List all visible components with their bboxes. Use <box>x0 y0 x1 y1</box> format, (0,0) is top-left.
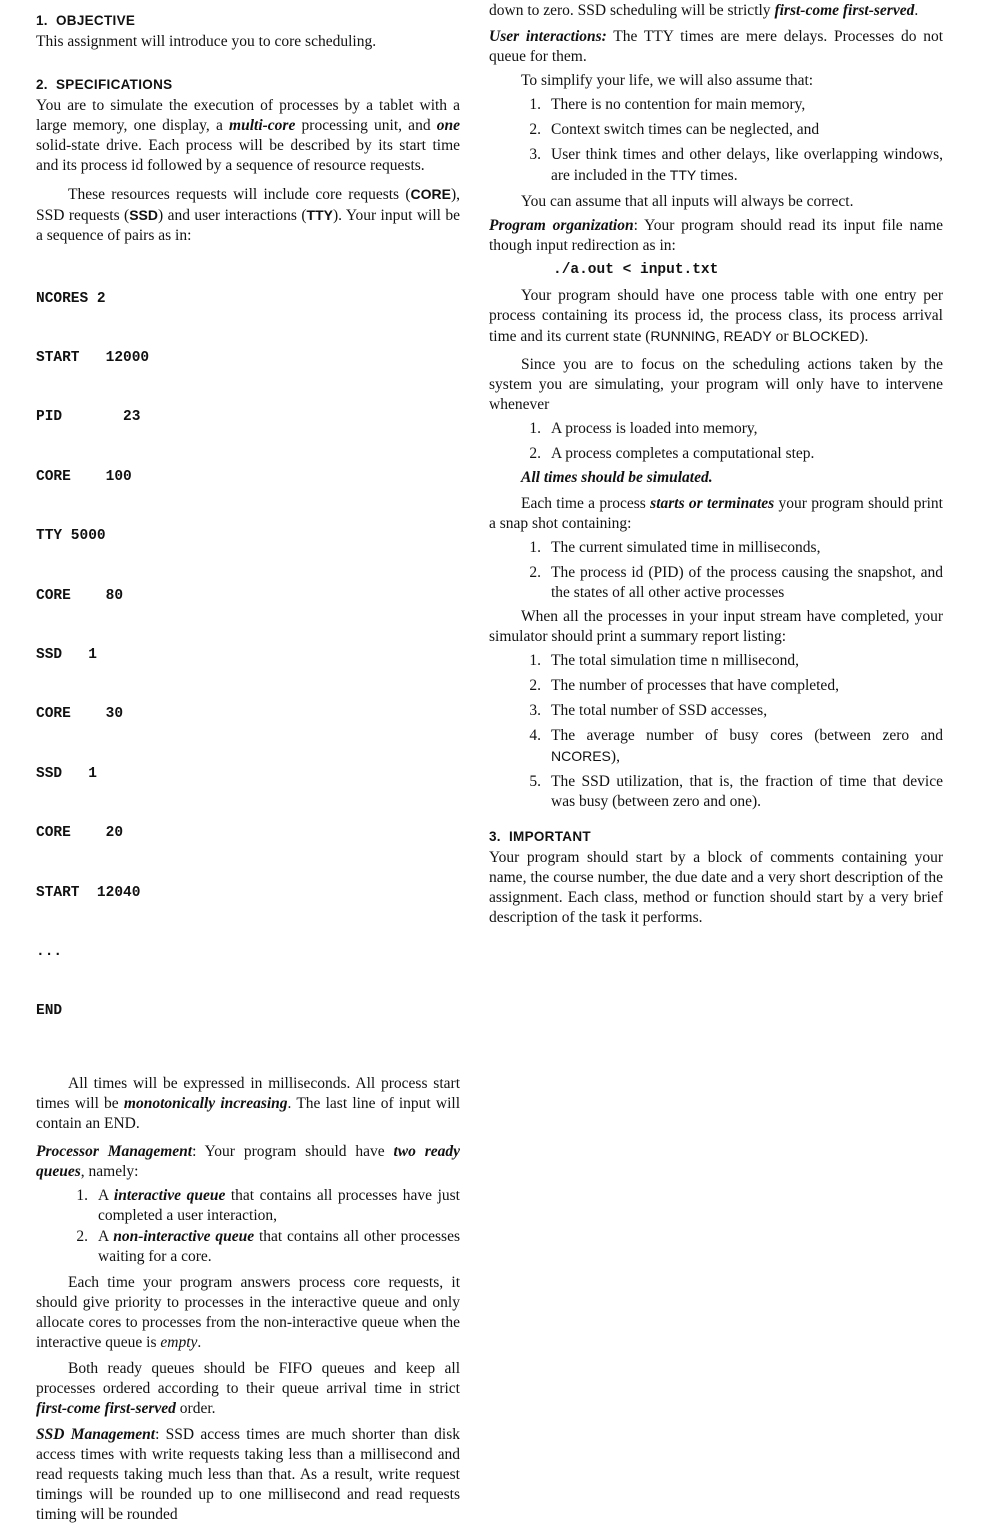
summary-report-paragraph: When all the processes in your input stream have completed, your simulator should print a summary report listing: <box>489 608 943 645</box>
code-line: ... <box>36 943 63 960</box>
spec-paragraph-1: You are to simulate the execution of processes by a tablet with a large memory, one display, a multi-core processing unit, and one solid-state drive. Each process will be described by its start time and its process id followed by a sequence of resource requests. <box>36 97 460 174</box>
correct-input-text: You can assume that all inputs will always be correct. <box>521 193 854 210</box>
ready-queue-list <box>36 1186 460 1267</box>
list-item: 2. A non-interactive queue that contains all other processes waiting for a core. <box>76 1227 460 1265</box>
list-item: 1. A process is loaded into memory, <box>529 420 758 437</box>
section-specifications-heading: 2. SPECIFICATIONS <box>36 77 173 92</box>
summary-report-list <box>489 651 943 812</box>
spec-paragraph-2: These resources requests will include core requests (CORE), SSD requests (SSD) and user interactions (TTY). Your input will be a sequence of pairs as in: <box>36 186 460 244</box>
list-item: 2. The process id (PID) of the process causing the snapshot, and the states of all other active processes <box>529 564 943 601</box>
list-item: 1. There is no contention for main memory, <box>529 96 806 113</box>
section-important-heading: 3. IMPORTANT <box>489 829 591 844</box>
list-item: 1. A interactive queue that contains all processes have just completed a user interaction, <box>76 1186 460 1224</box>
input-example-code <box>36 250 460 1062</box>
code-line: CORE 30 <box>36 706 124 723</box>
code-line: TTY 5000 <box>36 528 106 545</box>
right-column <box>489 0 943 928</box>
list-item: 1. The total simulation time n millisecond, <box>529 652 799 669</box>
section-objective-heading: 1. OBJECTIVE <box>36 13 136 28</box>
objective-text: This assignment will introduce you to core scheduling. <box>36 33 377 50</box>
list-item: 3. The total number of SSD accesses, <box>529 702 768 719</box>
code-line: END <box>36 1003 63 1020</box>
list-item: 2. A process completes a computational step. <box>529 445 815 462</box>
code-line: CORE 100 <box>36 468 132 485</box>
important-paragraph: Your program should start by a block of comments containing your name, the course number, the due date and a very short description of the assignment. Each class, method or function should start by a very brief description of the task it performs. <box>489 849 943 926</box>
list-item: 2. Context switch times can be neglected, and <box>529 121 820 138</box>
scheduling-actions-paragraph: Since you are to focus on the scheduling actions taken by the system you are simulating, your program will only have to intervene whenever <box>489 356 943 413</box>
command-line-example: ./a.out < input.txt <box>553 262 719 278</box>
times-paragraph: All times will be expressed in milliseconds. All process start times will be monotonically increasing. The last line of input will contain an END. <box>36 1074 460 1132</box>
snapshot-paragraph: Each time a process starts or terminates your program should print a snap shot containing: <box>489 495 943 532</box>
ssd-management-paragraph: SSD Management: SSD access times are much shorter than disk access times with write requests taking less than a millisecond and read requests taking much less than that. As a result, write request timings will be rounded up to one millisecond and read requests timing will be rounded <box>36 1425 460 1523</box>
code-line: SSD 1 <box>36 765 97 782</box>
list-item: 5. The SSD utilization, that is, the fraction of time that device was busy (between zero and one). <box>529 773 943 810</box>
process-table-paragraph: Your program should have one process table with one entry per process containing its process id, the process class, its process arrival time and its current state (RUNNING, READY or BLOCKED). <box>489 287 943 345</box>
left-column <box>36 0 460 1525</box>
code-line: NCORES 2 <box>36 290 106 307</box>
assumptions-list <box>489 95 943 186</box>
code-line: START 12040 <box>36 884 141 901</box>
code-line: CORE 20 <box>36 825 124 842</box>
snapshot-list <box>489 538 943 603</box>
list-item: 4. The average number of busy cores (between zero and NCORES), <box>529 727 943 765</box>
simulated-times-note: All times should be simulated. <box>521 469 713 486</box>
code-line: CORE 80 <box>36 587 124 604</box>
program-organization-paragraph: Program organization: Your program should read its input file name though input redirection as in: <box>489 217 944 254</box>
list-item: 3. User think times and other delays, like overlapping windows, are included in the TTY times. <box>529 146 943 184</box>
processor-management-paragraph: Processor Management: Your program should have two ready queues, namely: <box>36 1142 460 1180</box>
code-line: PID 23 <box>36 409 141 426</box>
list-item: 1. The current simulated time in milliseconds, <box>529 539 821 556</box>
assumptions-intro: To simplify your life, we will also assume that: <box>521 72 814 89</box>
code-line: SSD 1 <box>36 646 97 663</box>
intervention-list <box>489 419 943 464</box>
section-title: OBJECTIVE <box>55 13 136 28</box>
code-line: START 12000 <box>36 349 150 366</box>
fifo-paragraph: Both ready queues should be FIFO queues and keep all processes ordered according to their queue arrival time in strict first-come first-served order. <box>36 1359 460 1417</box>
priority-paragraph: Each time your program answers process core requests, it should give priority to processes in the interactive queue and only allocate cores to processes from the non-interactive queue when the interactive queue is empty. <box>36 1273 460 1351</box>
list-item: 2. The number of processes that have completed, <box>529 677 839 694</box>
ssd-scheduling-text: down to zero. SSD scheduling will be strictly first-come first-served. <box>489 2 919 19</box>
user-interactions-paragraph: User interactions: The TTY times are mere delays. Processes do not queue for them. <box>489 28 943 65</box>
